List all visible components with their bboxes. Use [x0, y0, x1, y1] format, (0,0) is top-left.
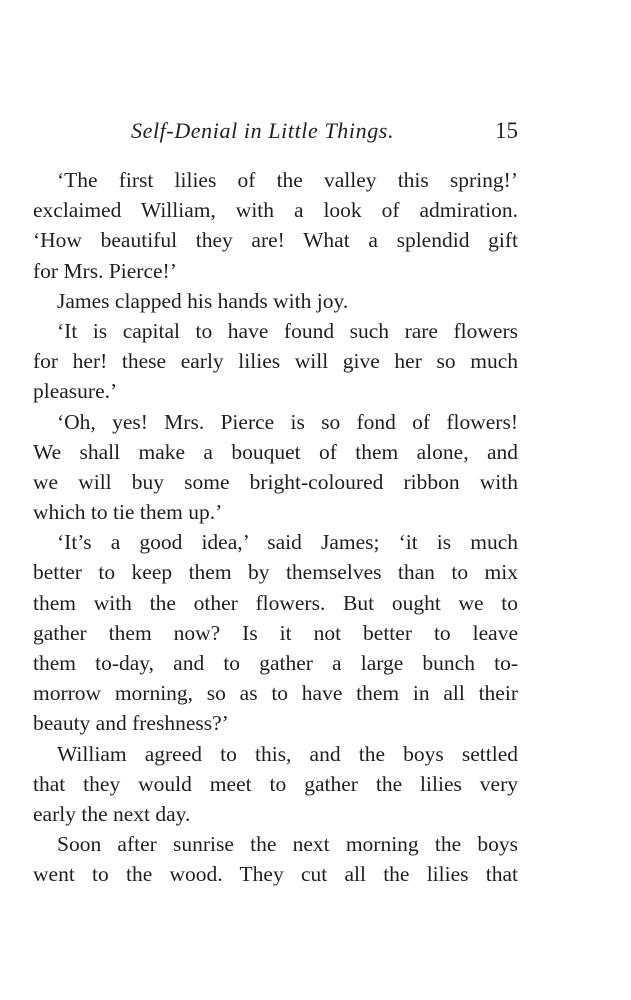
text-line: beauty and freshness?’ — [33, 711, 229, 736]
text-line: morrow morning, so as to have them in all their — [33, 681, 518, 706]
text-line: we will buy some bright-coloured ribbon with — [33, 469, 518, 494]
text-line: ‘It’s a good idea,’ said James; ‘it is much — [57, 530, 518, 555]
text-line: pleasure.’ — [33, 379, 118, 404]
text-line: James clapped his hands with joy. — [57, 288, 349, 313]
page-number: 15 — [495, 118, 518, 143]
running-head — [33, 118, 518, 148]
text-line: for her! these early lilies will give her so much — [33, 349, 518, 374]
text-line: which to tie them up.’ — [33, 500, 223, 525]
text-line: that they would meet to gather the lilies very — [33, 771, 518, 796]
text-line: ‘Oh, yes! Mrs. Pierce is so fond of flowers! — [57, 409, 518, 434]
text-line: We shall make a bouquet of them alone, and — [33, 439, 518, 464]
text-line: Soon after sunrise the next morning the boys — [57, 832, 518, 857]
text-line: them with the other flowers. But ought we to — [33, 590, 518, 615]
text-line: ‘How beautiful they are! What a splendid gift — [33, 228, 518, 253]
body-text — [33, 165, 518, 890]
text-line: early the next day. — [33, 801, 191, 826]
text-line: better to keep them by themselves than to mix — [33, 560, 518, 585]
text-line: them to-day, and to gather a large bunch to- — [33, 651, 518, 675]
text-line: gather them now? Is it not better to leave — [33, 620, 518, 645]
text-line: ‘It is capital to have found such rare flowers — [57, 318, 518, 343]
text-line: went to the wood. They cut all the lilies that — [33, 862, 518, 887]
text-line: ‘The first lilies of the valley this spring!’ — [57, 168, 518, 192]
running-title: Self-Denial in Little Things. — [131, 118, 395, 143]
text-line: for Mrs. Pierce!’ — [33, 258, 177, 283]
text-line: William agreed to this, and the boys settled — [57, 741, 518, 766]
text-line: exclaimed William, with a look of admiration. — [33, 198, 518, 223]
